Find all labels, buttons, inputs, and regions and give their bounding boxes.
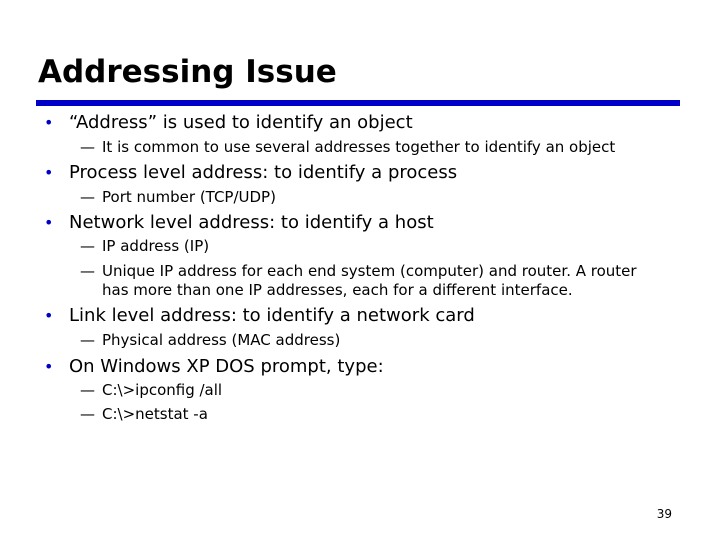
sub-bullet-text: Port number (TCP/UDP) [102, 188, 276, 206]
bullet-icon: • [44, 163, 54, 182]
dash-icon: — [80, 262, 95, 280]
sub-bullet-text: C:\>ipconfig /all [102, 381, 223, 399]
bullet-icon: • [44, 357, 54, 376]
bullet-icon: • [44, 306, 54, 325]
page-number: 39 [656, 507, 672, 521]
sub-bullet-text: IP address (IP) [102, 237, 210, 255]
bullet-icon: • [44, 113, 54, 132]
bullet-text: On Windows XP DOS prompt, type: [69, 356, 384, 377]
bullet-text: Network level address: to identify a host [69, 212, 434, 233]
sub-bullet-text: Unique IP address for each end system (computer) and router. A router [102, 262, 637, 280]
bullet-text: Link level address: to identify a network card [69, 305, 475, 326]
sub-bullet-text: It is common to use several addresses together to identify an object [102, 138, 616, 156]
dash-icon: — [80, 381, 95, 399]
slide-title: Addressing Issue [38, 54, 337, 90]
bullet-text: “Address” is used to identify an object [69, 112, 413, 133]
sub-bullet-text: Physical address (MAC address) [102, 331, 341, 349]
dash-icon: — [80, 331, 95, 349]
sub-bullet-text: C:\>netstat -a [102, 405, 208, 423]
sub-bullet-text-continuation: has more than one IP addresses, each for a different interface. [102, 281, 573, 299]
dash-icon: — [80, 237, 95, 255]
dash-icon: — [80, 188, 95, 206]
bullet-text: Process level address: to identify a process [69, 162, 458, 183]
dash-icon: — [80, 405, 95, 423]
dash-icon: — [80, 138, 95, 156]
bullet-icon: • [44, 213, 54, 232]
